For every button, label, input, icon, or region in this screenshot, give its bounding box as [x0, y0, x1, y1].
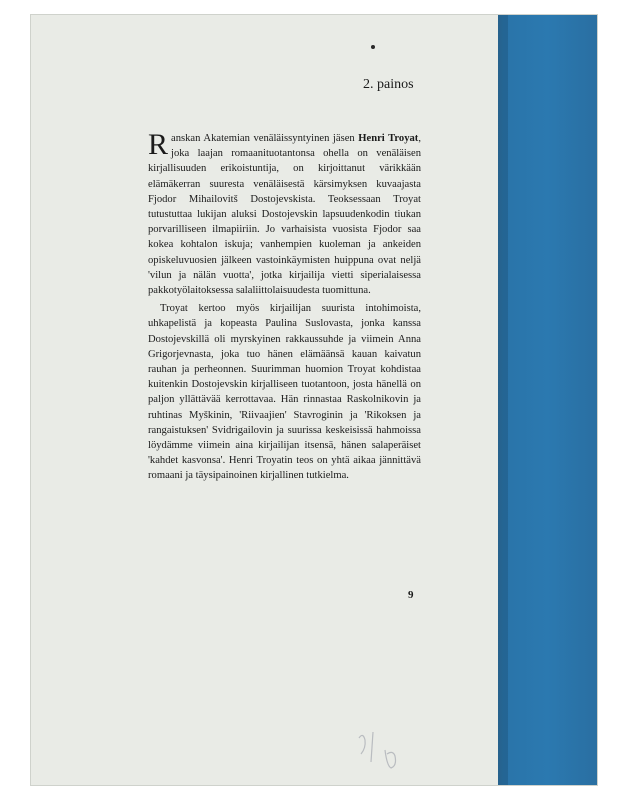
pin-hole	[371, 45, 375, 49]
blurb-text	[148, 128, 421, 484]
book-back-cover	[30, 14, 598, 786]
blurb-paragraph-1	[148, 128, 421, 298]
stripe-shadow	[498, 15, 508, 785]
author-name: Henri Troyat	[358, 133, 419, 144]
drop-cap: R	[148, 128, 169, 161]
edition-label: 2. painos	[363, 77, 414, 92]
blurb-paragraph-2: Troyat kertoo myös kirjailijan suurista intohimoista, uhkapelistä ja kopeasta Paulina Suslovasta, jonka kanssa Dostojevskillä oli myrskyinen rakkaussuhde ja viimein Anna Grigorjevnasta, joka tuo hänen elämäänsä kauan kaivatun rauhan ja perheonnen. Suurimman huomion Troyat kohdistaa kuitenkin Dostojevskin kirjalliseen tuotantoon, josta hänellä on paljon yllättävää kerrottavaa. Hän rinnastaa Raskolnikovin ja ruhtinas Myškinin, 'Riivaajien' Stavroginin ja 'Rikoksen ja rangaistuksen' Svidrigailovin ja suurissa keskeisissä hahmoissa löydämme viimein aina kirjailijan itsensä, hänen salaperäiset 'kahdet kasvonsa'. Henri Troyatin teos on yhtä aikaa jännittävä romaani ja täysipainoinen kirjallinen tutkielma.	[148, 303, 421, 482]
price-code: 9	[408, 589, 414, 601]
blurb-p1-rest: , joka laajan romaanituotantonsa ohella on venäläisen kirjallisuuden erikoistuntija, on kirjoittanut värikkään elämäkerran suuresta venäläisestä kärsimyksen kuvaajasta Fjodor Mihailovitš Dostojevskista. Teoksessaan Troyat tutustuttaa lukijan aluksi Dostojevskin lapsuudenkodin tiukan porvarilliseen ilmapiiriin. Jo varhaisista vuosista Fjodor saa kokea kohtalon iskuja; vanhempien kuoleman ja ankeiden opiskeluvuosien jälkeen vastoinkäymisten huippuna ovat neljä 'vilun ja nälän vuotta', jotka kirjailija vietti siperialaisessa pakkotyölaitoksessa salaliittolaisuudesta tuomittuna.	[148, 133, 421, 297]
blurb-p1-start: anskan Akatemian venäläissyntyinen jäsen	[171, 133, 359, 144]
pencil-mark	[351, 720, 411, 780]
blue-spine-stripe	[498, 15, 597, 785]
